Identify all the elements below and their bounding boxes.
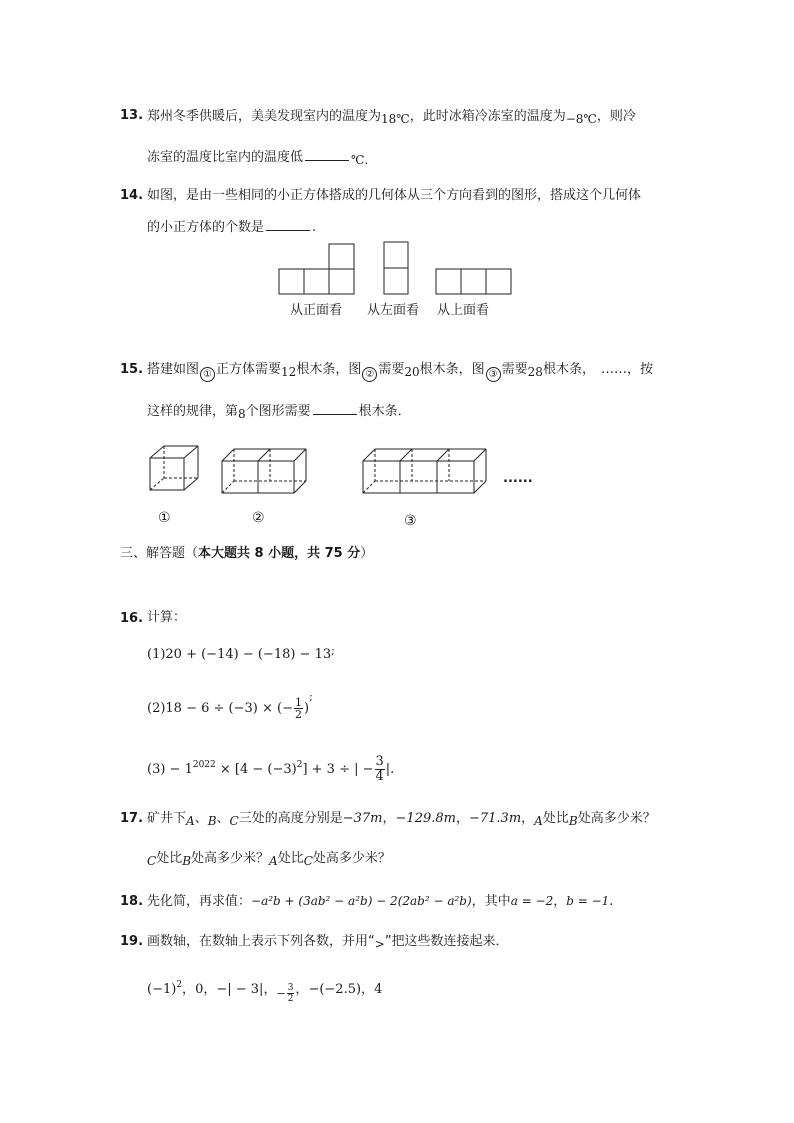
left-view: [384, 242, 408, 294]
cube-figure-2: [220, 447, 310, 497]
q19-c3: ，: [263, 982, 277, 997]
q15-text-i: 这样的规律，第: [147, 404, 239, 419]
frac-denominator: 2: [287, 994, 294, 1004]
section3-suffix: ）: [360, 546, 374, 561]
q16-item3-exp2: 2: [296, 760, 303, 770]
q15-n8: 8: [238, 407, 246, 421]
cube-label-3: ③: [404, 513, 417, 529]
q19-number: 19.: [120, 934, 144, 949]
q18-text-a: 先化简，再求值：: [147, 894, 252, 909]
q17-A3: A: [269, 854, 278, 868]
q18-text-b: ，其中: [471, 894, 511, 909]
q15-fig2-ref: ②: [362, 367, 377, 382]
q19-text-b: ”把这些数连接起来．: [384, 934, 509, 949]
q19-symbol: >: [374, 937, 385, 951]
q15-text-d: 需要: [378, 362, 405, 377]
q15-n2: 20: [404, 365, 420, 379]
q17-sep1: 、: [194, 811, 208, 826]
q17-B: B: [207, 814, 217, 828]
q18-end: .: [609, 894, 614, 909]
cube-figure-3: [361, 447, 491, 497]
q15-text-b: 正方体需要: [216, 362, 282, 377]
q18-cond1: a = −2: [510, 894, 554, 908]
q15-line2: [147, 402, 411, 421]
q13-temp-indoor: 18℃: [381, 112, 410, 126]
q15-number: 15.: [120, 362, 144, 377]
q19-n1: (−1): [147, 982, 177, 997]
q15-line1: [147, 360, 653, 379]
q17-C3: C: [303, 854, 313, 868]
q16-item1-end: ;: [331, 644, 335, 657]
q16-item2-close: ): [303, 701, 310, 716]
q17-t8: 处高多少米？: [312, 851, 391, 866]
q17-B3: B: [182, 854, 192, 868]
q17-t6: 处高多少米？: [191, 851, 270, 866]
q16-item3-c: ] + 3 ÷ | −: [302, 762, 374, 777]
q19-line1: [147, 932, 509, 951]
q19-c4: ，: [295, 982, 309, 997]
cube-ellipsis: ......: [503, 471, 533, 486]
q17-t5: 处比: [156, 851, 183, 866]
q14-line1: 如图，是由一些相同的小正方体搭成的几何体从三个方向看到的图形，搭成这个几何体: [147, 188, 642, 203]
q15-fig1-ref: ①: [200, 367, 215, 382]
frac-numerator: 3: [375, 754, 384, 769]
q14-end: .: [312, 220, 317, 235]
q13-line2: [147, 148, 368, 167]
q19-c5: ，: [361, 982, 375, 997]
q17-c1: ，: [382, 811, 396, 826]
q14-number: 14.: [120, 188, 144, 203]
q18-number: 18.: [120, 894, 144, 909]
q16-item3-exp: 2022: [192, 760, 216, 770]
frac-denominator: 2: [294, 708, 302, 721]
q16-item2-end: ;: [309, 690, 313, 703]
q17-line2: [147, 849, 391, 868]
q19-c2: ，: [203, 982, 217, 997]
q17-C: C: [229, 814, 239, 828]
q17-number: 17.: [120, 811, 144, 826]
q16-item1: [147, 646, 335, 664]
q19-n2: 0: [195, 982, 204, 997]
q15-n1: 12: [281, 365, 297, 379]
q15-text-h: ……，按: [600, 362, 653, 377]
q13-number: 13.: [120, 108, 144, 123]
q16-item3-b: × [4 − (−3): [215, 762, 297, 777]
q19-c1: ，: [182, 982, 196, 997]
cube-label-1: ①: [158, 510, 171, 526]
q17-t7: 处比: [277, 851, 304, 866]
q17-h3: −71.3m: [468, 811, 522, 826]
q16-item3-a: (3) − 1: [147, 762, 193, 777]
label-top-view: 从上面看: [437, 303, 490, 318]
q17-c2: ，: [455, 811, 469, 826]
q18-line: [147, 892, 613, 911]
q16-item1-expr: (1)20 + (−14) − (−18) − 13: [147, 647, 332, 662]
cube-figure-1: [148, 444, 208, 494]
q17-h2: −129.8m: [395, 811, 456, 826]
q19-n6: 4: [374, 982, 383, 997]
q16-number: 16.: [120, 611, 144, 626]
q18-cond2: b = −1: [566, 894, 610, 908]
label-left-view: 从左面看: [367, 303, 420, 318]
q13-text-d: 冻室的温度比室内的温度低: [147, 150, 304, 165]
q17-c3: ，: [521, 811, 535, 826]
q16-item3: [147, 752, 394, 789]
section3-heading: [120, 545, 373, 563]
q16-item3-frac: [375, 755, 385, 784]
q17-t2: 三处的高度分别是: [238, 811, 343, 826]
cube-label-2: ②: [252, 510, 265, 526]
q13-text-a: 郑州冬季供暖后，美美发现室内的温度为: [147, 109, 382, 124]
q15-text-k: 根木条．: [358, 404, 411, 419]
q19-text-a: 画数轴，在数轴上表示下列各数，并用“: [147, 934, 375, 949]
q15-text-a: 搭建如图: [147, 362, 200, 377]
q13-answer-blank[interactable]: [305, 148, 349, 161]
q14-line2: [147, 218, 316, 237]
q13-text-b: ，此时冰箱冷冻室的温度为: [409, 109, 566, 124]
q18-comma: ，: [553, 894, 567, 909]
q15-text-j: 个图形需要: [245, 404, 311, 419]
frac-denominator: 4: [375, 769, 384, 784]
three-views-figure: [275, 240, 535, 300]
q14-text: 的小正方体的个数是: [147, 220, 265, 235]
q17-sep2: 、: [216, 811, 230, 826]
label-front-view: 从正面看: [290, 303, 343, 318]
q14-answer-blank[interactable]: [266, 218, 310, 231]
q17-B2: B: [568, 814, 578, 828]
q19-n5: −(−2.5): [308, 982, 362, 997]
q17-A2: A: [534, 814, 543, 828]
q17-A: A: [186, 814, 195, 828]
q15-text-c: 根木条，图: [296, 362, 362, 377]
q17-C2: C: [147, 854, 157, 868]
q15-text-e: 根木条，图: [419, 362, 485, 377]
q16-item2: [147, 690, 313, 724]
top-view: [436, 269, 511, 294]
q17-h1: −37m: [342, 811, 383, 826]
q19-n4-frac: [287, 983, 295, 1004]
q13-temp-freezer: −8℃: [565, 112, 597, 126]
q13-unit: ℃.: [351, 153, 369, 167]
q13-text-c: ，则冷: [596, 109, 636, 124]
q15-text-f: 需要: [501, 362, 528, 377]
section3-bold: 本大题共 8 小题，共 75 分: [198, 546, 361, 561]
q18-expr: −a²b + (3ab² − a²b) − 2(2ab² − a²b): [251, 894, 472, 908]
frac-numerator: 1: [294, 696, 302, 709]
q16-title: 计算：: [147, 610, 187, 625]
section3-prefix: 三、解答题（: [120, 546, 199, 561]
q16-item2-expr: (2)18 − 6 ÷ (−3) × (−: [147, 701, 293, 716]
q19-n3: −| − 3|: [216, 982, 264, 997]
q16-item3-d: |.: [385, 762, 395, 777]
q17-t3: 处比: [542, 811, 569, 826]
q19-numbers: [147, 975, 382, 1006]
q15-text-g: 根木条，: [542, 362, 595, 377]
q17-t4: 处高多少米？: [577, 811, 656, 826]
q19-n1-exp: 2: [176, 980, 183, 990]
q15-fig3-ref: ③: [486, 367, 501, 382]
q16-item2-frac: [294, 697, 303, 720]
frac-numerator: 3: [287, 983, 294, 993]
q17-t1: 矿井下: [147, 811, 187, 826]
front-view: [279, 244, 354, 294]
q13-line1: [147, 107, 636, 126]
q17-line1: [147, 809, 656, 828]
q15-answer-blank[interactable]: [313, 402, 357, 415]
q19-n4-sign: −: [276, 987, 286, 1000]
q15-n3: 28: [527, 365, 543, 379]
